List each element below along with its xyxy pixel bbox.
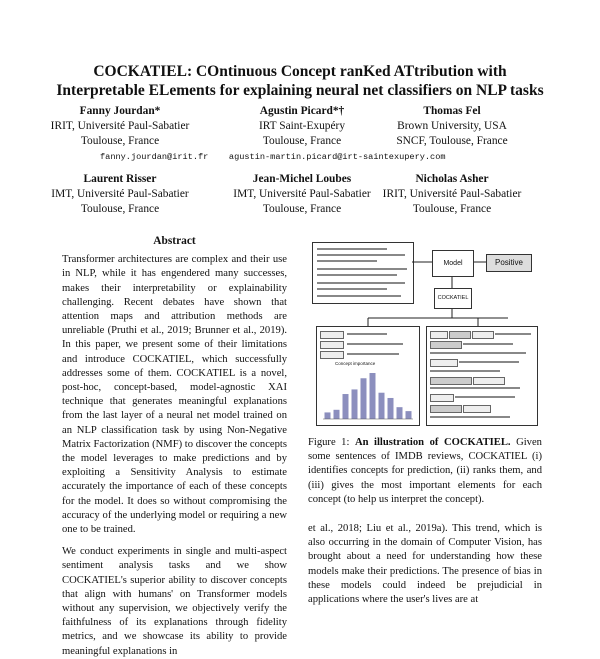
concept-importance-panel [316, 326, 420, 426]
importance-bar [388, 398, 394, 419]
title-line-1: COCKATIEL: COntinuous Concept ranKed ATtribution with [93, 63, 507, 80]
importance-bar-chart [323, 369, 413, 421]
author-affiliation: IMT, Université Paul-Sabatier [233, 188, 371, 200]
author-name: Thomas Fel [423, 105, 481, 117]
model-box: Model [432, 250, 474, 277]
abstract-paragraph-2: We conduct experiments in single and multi-aspect sentiment analysis tasks and we show COCKATIEL's superior ability to discover concepts that align with humans' on Transformer models without any supervision, we objectively verify the faithfulness of its explanations through fidelity metrics, and we showcase its ability to provide meaningful explanations in [62, 546, 287, 657]
author-affiliation: IMT, Université Paul-Sabatier [51, 188, 189, 200]
importance-title: Concept importance [335, 361, 376, 366]
author-affiliation: IRIT, Université Paul-Sabatier [382, 188, 522, 200]
author-emails: fanny.jourdan@irit.fr agustin-martin.picard@irt-saintexupery.com [100, 152, 446, 162]
author-name: Fanny Jourdan* [79, 105, 161, 117]
author-block-5 [222, 172, 382, 217]
importance-bar [361, 378, 367, 419]
prediction-label: Positive [486, 254, 532, 272]
importance-bar [352, 389, 358, 419]
importance-bar [325, 412, 331, 419]
abstract-heading: Abstract [153, 235, 196, 247]
body-text-right [308, 522, 542, 607]
importance-bar [379, 393, 385, 419]
importance-bar [406, 411, 412, 419]
abstract-paragraph-1: Transformer architectures are complex and their use in NLP, while it has engendered many successes, makes their interpretability or explainability challenging. Recent debates have shown that attention maps and attribution methods are unreliable (Pruthi et al., 2019; Brunner et al., 2019). In this paper, we present some of their limitations and introduce COCKATIEL, which successfully addresses some of them. COCKATIEL is a novel, post-hoc, concept-based, model-agnostic XAI technique that generates meaningful explanations from the last layer of a neural net model trained on an NLP classification task by using Non-Negative Matrix Factorization (NMF) to discover the concepts the model leverages to make predictions and by exploiting a Sensitivity Analysis to estimate accurately the importance of each of these concepts for the model. It does so without compromising the accuracy of the underlying model or requiring a new one to be trained. [62, 254, 287, 536]
author-name: Laurent Risser [83, 173, 157, 185]
caption-body: Given some sentences of IMDB reviews, COCKATIEL (i) identifies concepts for prediction, (ii) ranks them, and (iii) gives the most important elements for each concept (to help us interpret the concept). [308, 437, 542, 505]
author-location: Toulouse, France [262, 135, 342, 147]
author-affiliation: IRIT, Université Paul-Sabatier [50, 120, 190, 132]
caption-title: An illustration of COCKATIEL. [354, 437, 511, 448]
paper-title [0, 62, 600, 100]
author-block-6 [372, 172, 532, 217]
author-name: Jean-Michel Loubes [252, 173, 352, 185]
title-line-2: Interpretable ELements for explaining neural net classifiers on NLP tasks [56, 82, 544, 99]
importance-bar [334, 410, 340, 419]
cockatiel-box: COCKATIEL [434, 288, 472, 309]
author-location: Toulouse, France [412, 203, 492, 215]
author-affiliation: IRT Saint-Exupéry [258, 120, 346, 132]
author-location: Toulouse, France [80, 135, 160, 147]
author-name: Nicholas Asher [415, 173, 489, 185]
concept-examples-panel [426, 326, 538, 426]
author-block-4 [40, 172, 200, 217]
caption-label: Figure 1: [308, 437, 350, 448]
importance-bar [370, 373, 376, 419]
author-block-3 [372, 104, 532, 149]
importance-bar [397, 407, 403, 419]
author-location: SNCF, Toulouse, France [396, 135, 508, 147]
abstract [62, 234, 287, 659]
author-block-1 [40, 104, 200, 149]
author-block-2 [222, 104, 382, 149]
figure-1 [308, 232, 542, 428]
figure-caption [308, 436, 542, 507]
author-location: Toulouse, France [262, 203, 342, 215]
author-affiliation: Brown University, USA [397, 120, 507, 132]
importance-bar [343, 394, 349, 419]
author-name: Agustin Picard*† [259, 105, 345, 117]
author-location: Toulouse, France [80, 203, 160, 215]
body-paragraph: et al., 2018; Liu et al., 2019a). This trend, which is also occurring in the domain of Computer Vision, has brought about a need for understanding how these models make their predictions. The presence of bias in these models could indeed be prejudicial in applications where the user's lives are at [308, 523, 542, 606]
